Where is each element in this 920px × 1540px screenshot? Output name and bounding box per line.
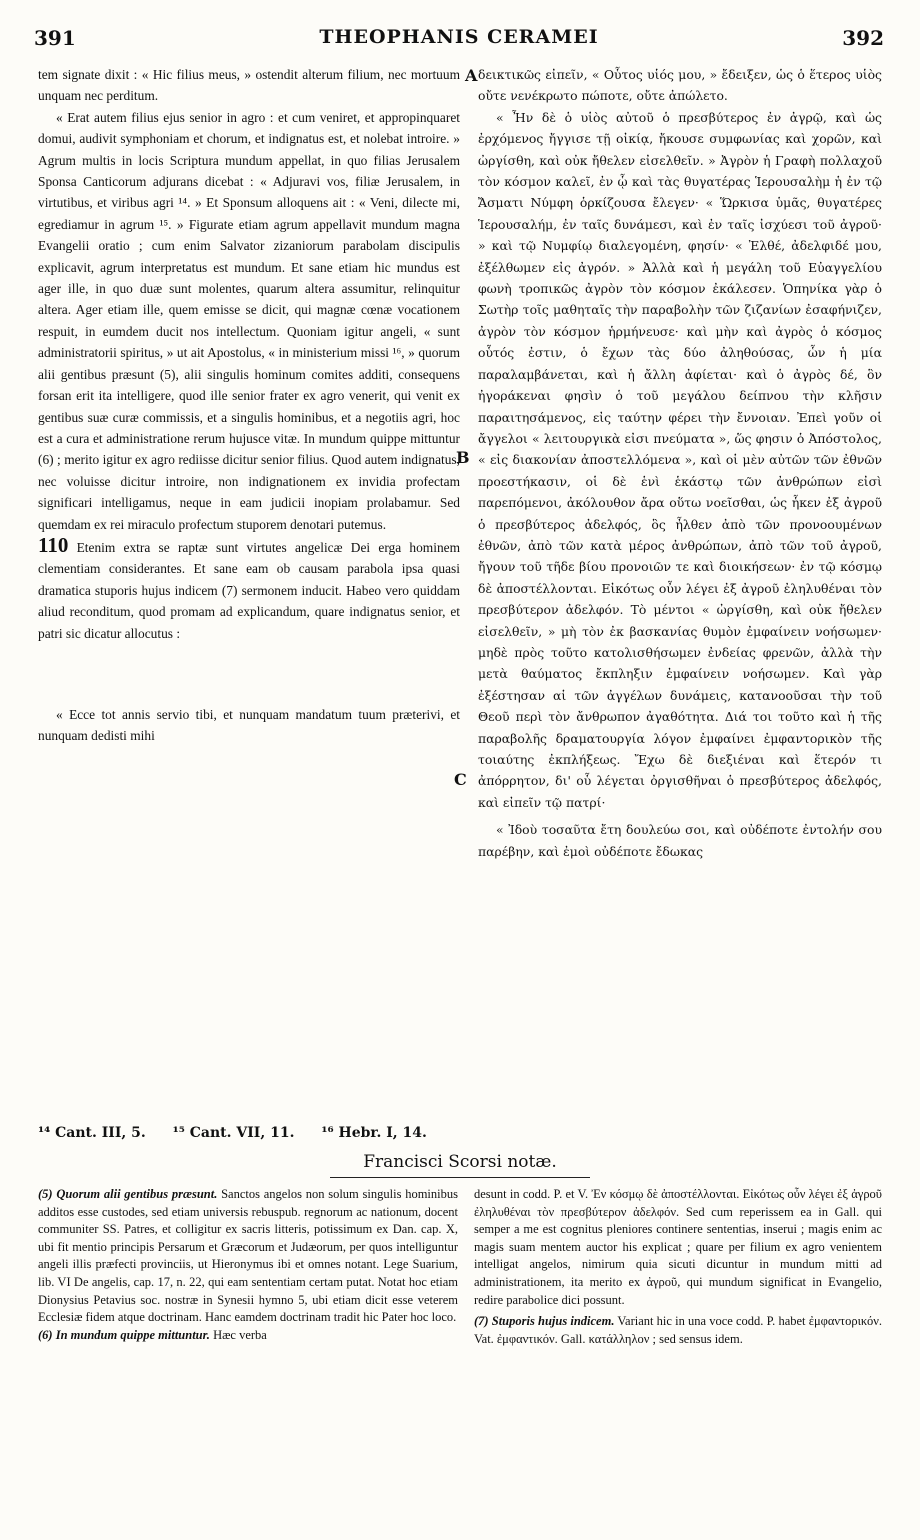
- footnote: ¹⁶ Hebr. I, 14.: [321, 1125, 427, 1141]
- note-lead: (6) In mundum quippe mittuntur.: [38, 1327, 210, 1342]
- note-text: Sanctos angelos non solum singulis hominibus additos esse custodes, sed etiam universis rebuspub. regnorum ac nationum, docent communiter SS. Patres, et colligitur ex sacris litteris, potissimum ex Dan. cap. X, ubi fit mentio principis Persarum et Græcorum et Judæorum, per quos intelliguntur angeli illis præfecti provinciis, ut Hieronymus ibi et omnes notant. Lege Suarium, lib. VI De angelis, cap. 17, n. 22, qui eam sententiam certam putat. Notat hoc etiam Dionysius Petavius soc. nostræ in Synesii hymno 5, ubi etiam dicit esse veterem Ecclesiæ fidem atque doctrinam. Hanc eamdem doctrinam tradit hic Pater hoc loco.: [38, 1187, 458, 1325]
- latin-paragraph: « Erat autem filius ejus senior in agro : et cum veniret, et appropinquaret domui, audivit symphoniam et chorum, et indignatus est, et nolebat introire. » Agrum multis in locis Scriptura mundum appellat, in quo filias Jerusalem Sponsa Canticorum adjurans dicebat : « Adjuravi vos, filiæ Jerusalem, in virtutibus, et viribus agri ¹⁴. » Et Sponsum alloquens ait : « Veni, dilecte mi, egrediamur in agrum ¹⁵. » Figurate etiam agrum appellavit mundum magna Evangelii oratio ; cum enim Salvator zizaniorum parabolam discipulis explicavit, agrum interpretatus est mundum. Et sane etiam hic mundus est ager ille, in quo duæ sunt molentes, quarum altera assumitur, relinquitur altera. Ager etiam ille, quem emisse se dicit, qui magnæ cœnæ vocationem respuit, in eumdem ducit nos intellectum. Quoniam igitur angeli, « sunt administratorii spiritus, » ut ait Apostolus, « in ministerium missi ¹⁶, » quorum alii gentibus præsunt (5), alii singulis hominum comites additi, consequens forsan erit ita intelligere, quod ille senior frater ex agro venerit, qui venit ex gentibus suæ curæ commissis, et a singulis hominibus, et a negotiis agri, hoc est a cura et administratione rerum hujusce vitæ. In mundum quippe mittuntur (6) ; merito igitur ex agro rediisse dicitur senior filius. Quod autem indignatus, nec voluisse dicitur introire, non indignationem ex invidia profectam significari intelligamus, neque in eam judicii inopiam prolabamur. Sed quemdam ex rei miraculo profectum stuporem denotari putemus.: [38, 109, 460, 532]
- margin-mark-c: C: [454, 770, 467, 789]
- latin-paragraph: tem signate dixit : « Hic filius meus, » ostendit alterum filium, nec mortuum unquam nec perditum.: [38, 67, 460, 104]
- notes-divider: [330, 1177, 590, 1178]
- page-number-left: 391: [34, 26, 76, 50]
- margin-mark-a: A: [465, 66, 478, 85]
- latin-paragraph: « Ecce tot annis servio tibi, et nunquam mandatum tuum præterivi, et nunquam dedisti mihi: [38, 706, 460, 744]
- notes-right-column: [474, 1186, 882, 1348]
- greek-paragraph: « Ἰδοὺ τοσαῦτα ἔτη δουλεύω σοι, καὶ οὐδέποτε ἐντολήν σου παρέβην, καὶ ἐμοὶ οὐδέποτε ἔδωκας: [478, 822, 882, 859]
- page-header: [34, 26, 884, 56]
- notes-title: Francisci Scorsi notæ.: [363, 1152, 557, 1172]
- footnotes: [38, 1125, 449, 1141]
- margin-mark-b: B: [456, 448, 470, 467]
- note-text: Variant hic in una voce codd. P. habet ἐμφαντορικόν. Vat. ἐμφαντικόν. Gall. κατάλληλον ; sed sensus idem.: [474, 1314, 882, 1346]
- greek-paragraph: « Ἦν δὲ ὁ υἱὸς αὐτοῦ ὁ πρεσβύτερος ἐν ἀγρῷ, καὶ ὡς ἐρχόμενος ἤγγισε τῇ οἰκίᾳ, ἤκουσε συμφωνίας καὶ χορῶν, καὶ ὠργίσθη, καὶ οὐκ ἤθελεν εἰσελθεῖν. » Ἀγρὸν ἡ Γραφὴ πολλαχοῦ τὸν κόσμον καλεῖ, ἐν ᾧ καὶ τὰς θυγατέρας Ἱερουσαλὴμ ἡ ἐν τῷ Ἄσματι Νύμφη ὁρκίζουσα ἔλεγεν· « Ὥρκισα ὑμᾶς, θυγατέρες Ἱερουσαλήμ, ἐν ταῖς δυνάμεσι, καὶ ἐν ταῖς ἰσχύεσι τοῦ ἀγροῦ· » καὶ τῷ Νυμφίῳ διαλεγομένη, φησίν· « Ἐλθέ, ἀδελφιδέ μου, ἐξέλθωμεν εἰς ἀγρόν. » Ἀλλὰ καὶ ἡ μεγάλη τοῦ Εὐαγγελίου φωνὴ τροπικῶς ἀγρὸν τὸν κόσμον ἐκάλεσεν. Ὁπηνίκα γὰρ ὁ Σωτὴρ τοῖς μαθηταῖς τὴν παραβολὴν τῶν ζιζανίων ἐσαφήνιζεν, ἀγρὸν τὸν κόσμον ἡρμήνευσε· καὶ μὴν καὶ ἀγρὸς ὁ κόσμος οὗτός ἐστιν, ὁ ἔχων τὰς δύο ἀληθούσας, ὧν ἡ μία παραλαμβάνεται, καὶ ἡ ἄλλη ἀφίεται· καὶ ὁ ἀγρὸς δέ, ὃν ἠγοράκεναι φησὶν ὁ τοῦ μεγάλου δείπνου τὴν κλῆσιν παραιτησάμενος, εἰς ταύτην φέρει τὴν ἔννοιαν. Ἐπεὶ γοῦν οἱ ἄγγελοι « λειτουργικὰ εἰσι πνεύματα », ὥς φησιν ὁ Ἀπόστολος, « εἰς διακονίαν ἀποστελλόμενα », καὶ οἱ μὲν αὐτῶν τῶν ἐθνῶν προεστήκασιν, οἱ δὲ ἑνὶ ἑκάστῳ τῶν ἀνθρώπων εἰσὶ παρεπόμενοι, ἀκόλουθον ἄρα οὕτω νοεῖσθαι, ὡς ἧκεν ἐξ ἀγροῦ ὁ πρεσβύτερος ἀδελφός, ὃς ἦλθεν ἀπὸ τῶν προνοουμένων ἐθνῶν, ἀπὸ τῶν κατὰ μέρος ἀνθρώπων, ἀπὸ τῶν τοῦ ἀγροῦ, ἤγουν τοῦ τῆδε βίου προνοιῶν τε καὶ διοικήσεων· ἐν τῷ κόσμῳ δὲ ἀποστέλλονται. Εἰκότως οὖν λέγει ἐξ ἀγροῦ ἐληλυθέναι τὸν πρεσβύτερον ἀδελφόν. Τὸ μέντοι « ὠργίσθη, καὶ οὐκ ἤθελεν εἰσελθεῖν, » μὴ τὸν ἐκ βασκανίας θυμὸν ἐμφαίνειν νοήσωμεν· μηδὲ πρὸς τοῦτο κατολισθήσωμεν ἐνδείας φρενῶν, ἀλλὰ τὴν μετὰ θαύματος ἔκπληξιν ἐμφαίνειν νοήσωμεν. Καὶ γὰρ ἐξέστησαν αἱ τῶν ἀγγέλων δυνάμεις, κατανοοῦσαι τὴν τοῦ Θεοῦ περὶ τὸν ἄνθρωπον ἀγαθότητα. Διά τοι τοῦτο καὶ ἡ τῆς παραβολῆς δραματουργία λόγον ἐμφαίνει ἐμφαντορικὸν τῆς τοιαύτης ἐκπλήξεως. Ἔχω δὲ διεξιέναι καὶ ἕτερόν τι ἀπόρρητον, δι' οὗ λέγεται ὀργισθῆναι ὁ πρεσβύτερος ἀδελφός, καὶ εἰπεῖν τῷ πατρί·: [478, 109, 882, 810]
- column-number: 110: [38, 532, 69, 557]
- latin-column: [38, 64, 460, 747]
- greek-paragraph: δεικτικῶς εἰπεῖν, « Οὗτος υἱός μου, » ἔδειξεν, ὡς ὁ ἕτερος υἱὸς οὔτε νενέκρωτο πώποτε, οὔτε ἀπώλετο.: [478, 67, 882, 104]
- latin-paragraph: Etenim extra se raptæ sunt virtutes angelicæ Dei erga hominem clementiam considerantes. Et sane eam ob causam parabola ipsa quasi dramatica stuporis hujus indicem (7) sermonem inducit. Habeo vero quiddam aliud reconditum, quod promam ad explicandum, quare indignatus senior, et patri sic dicatur allocutus :: [38, 539, 461, 641]
- footnote: ¹⁵ Cant. VII, 11.: [172, 1125, 295, 1141]
- note-lead: (5) Quorum alii gentibus præsunt.: [38, 1187, 218, 1201]
- footnote: ¹⁴ Cant. III, 5.: [38, 1125, 146, 1141]
- note-text: Hæc verba: [213, 1327, 267, 1342]
- page-number-right: 392: [842, 26, 884, 50]
- note-text: desunt in codd. P. et V. Ἐν κόσμῳ δὲ ἀποστέλλονται. Εἰκότως οὖν λέγει ἐξ ἀγροῦ ἐληλυθέναι τὸν πρεσβύτερον ἀδελφόν. Sed cum reperissem ea in Gall. qui semper a me est cognitus pleniores continere sententias, inserui ; magis enim ac magis suam mentem auctor his explicat ; quare per filium ex agro venientem intelligat angelos, nimirum quia sicuti dicuntur in mundum mitti ad administrationem, ita merito ex ἀγροῦ, qui mundum significat in Evangelio, redire parabolice dici possunt.: [474, 1187, 882, 1307]
- note-lead: (7) Stuporis hujus indicem.: [474, 1314, 615, 1329]
- running-title: THEOPHANIS CERAMEI: [319, 26, 599, 48]
- notes-left-column: [38, 1186, 458, 1344]
- greek-column: [478, 64, 882, 862]
